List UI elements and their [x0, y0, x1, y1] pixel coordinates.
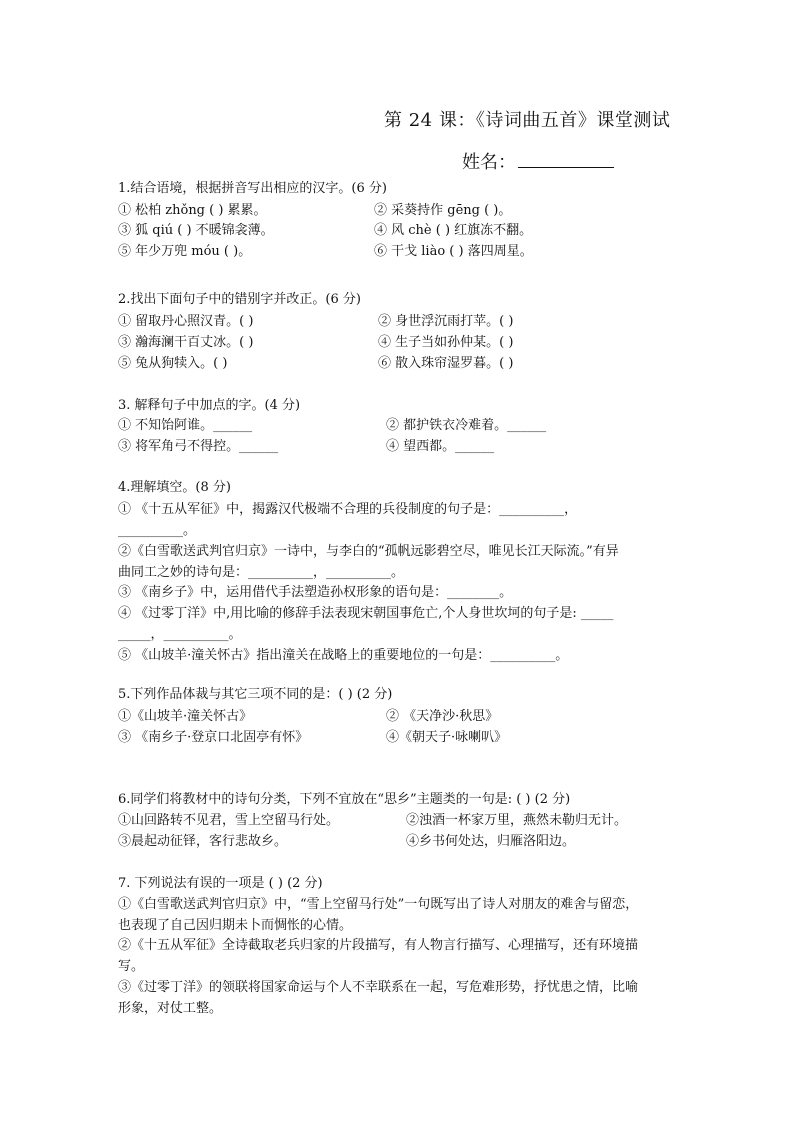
- q6-item: ①山回路转不见君，雪上空留马行处。: [118, 813, 340, 828]
- q1-item: ④ 风 chè ( ) 红旗冻不翻。: [374, 223, 533, 238]
- q7-line: ①《白雪歌送武判官归京》中，“雪上空留马行处”一句既写出了诗人对朋友的难舍与留恋，: [118, 897, 639, 912]
- q1-item: ⑥ 干戈 liào ( ) 落四周星。: [374, 244, 533, 259]
- q5-item: ①《山坡羊·潼关怀古》: [118, 709, 253, 724]
- q2-item: ② 身世浮沉雨打苹。( ): [378, 314, 514, 329]
- q6-item: ④乡书何处达，归雁洛阳边。: [406, 834, 576, 849]
- q3-heading: 3. 解释句子中加点的字。(4 分): [118, 398, 301, 413]
- name-blank-line[interactable]: [518, 149, 614, 168]
- q4-heading: 4.理解填空。(8 分): [118, 480, 231, 495]
- q5-item: ③ 《南乡子·登京口北固亭有怀》: [118, 730, 309, 745]
- q4-line: __________。: [118, 523, 197, 538]
- q4-line: ②《白雪歌送武判官归京》一诗中，与李白的“孤帆远影碧空尽，唯见长江天际流。”有异: [118, 544, 619, 559]
- q4-line: 曲同工之妙的诗句是：__________，__________。: [118, 565, 405, 580]
- q7-line: 也表现了自己因归期未卜而惆怅的心情。: [118, 918, 353, 933]
- name-label: 姓名：: [462, 152, 516, 173]
- q6-item: ②浊酒一杯家万里，燕然未勒归无计。: [406, 813, 628, 828]
- q2-item: ③ 瀚海澜干百丈冰。( ): [118, 335, 254, 350]
- q4-line: ④ 《过零丁洋》中,用比喻的修辞手法表现宋朝国事危亡,个人身世坎坷的句子是: _____: [118, 606, 614, 621]
- q3-item: ② 都护铁衣冷难着。______: [386, 418, 547, 433]
- q7-heading: 7. 下列说法有误的一项是 ( ) (2 分): [118, 876, 323, 891]
- q2-item: ⑤ 兔从狗犊入。( ): [118, 356, 228, 371]
- q3-item: ③ 将军角弓不得控。______: [118, 439, 279, 454]
- q7-line: 写。: [118, 959, 145, 974]
- q1-item: ① 松柏 zhǒng ( ) 累累。: [118, 203, 267, 218]
- q4-line: ③ 《南乡子》中，运用借代手法塑造孙权形象的语句是：________。: [118, 585, 513, 600]
- q7-line: ②《十五从军征》全诗截取老兵归家的片段描写，有人物言行描写、心理描写，还有环境描: [118, 938, 639, 953]
- q7-line: 形象，对仗工整。: [118, 1001, 223, 1016]
- page-title: 第 24 课：《诗词曲五首》课堂测试: [384, 110, 671, 131]
- q2-item: ④ 生子当如孙仲某。( ): [378, 335, 514, 350]
- q4-line: ① 《十五从军征》中，揭露汉代极端不合理的兵役制度的句子是：__________，: [118, 502, 578, 517]
- q7-line: ③《过零丁洋》的领联将国家命运与个人不幸联系在一起，写危难形势，抒忧患之情，比喻: [118, 980, 639, 995]
- q5-heading: 5.下列作品体裁与其它三项不同的是：( ) (2 分): [118, 687, 393, 702]
- q1-item: ⑤ 年少万兜 móu ( )。: [118, 244, 252, 259]
- q1-item: ③ 狐 qiú ( ) 不暖锦衾薄。: [118, 223, 274, 238]
- q3-item: ④ 望西都。______: [386, 439, 495, 454]
- q2-heading: 2.找出下面句子中的错别字并改正。(6 分): [118, 292, 361, 307]
- q2-item: ① 留取丹心照汉青。( ): [118, 314, 254, 329]
- q3-item: ① 不知饴阿谁。______: [118, 418, 253, 433]
- q1-item: ② 采葵持作 gēng ( )。: [374, 203, 512, 218]
- q5-item: ④《朝天子·咏喇叭》: [386, 730, 508, 745]
- q4-line: ⑤ 《山坡羊·潼关怀古》指出潼关在战略上的重要地位的一句是：__________。: [118, 648, 569, 663]
- q6-heading: 6.同学们将教材中的诗句分类，下列不宜放在“思乡”主题类的一句是: ( ) (2 分): [118, 792, 571, 807]
- name-field[interactable]: [462, 148, 614, 174]
- q2-item: ⑥ 散入珠帘湿罗暮。( ): [378, 356, 514, 371]
- q5-item: ② 《天净沙·秋思》: [386, 709, 499, 724]
- q6-item: ③晨起动征铎，客行悲故乡。: [118, 834, 288, 849]
- q4-line: _____，__________。: [118, 627, 242, 642]
- q1-heading: 1.结合语境，根据拼音写出相应的汉字。(6 分): [118, 181, 387, 196]
